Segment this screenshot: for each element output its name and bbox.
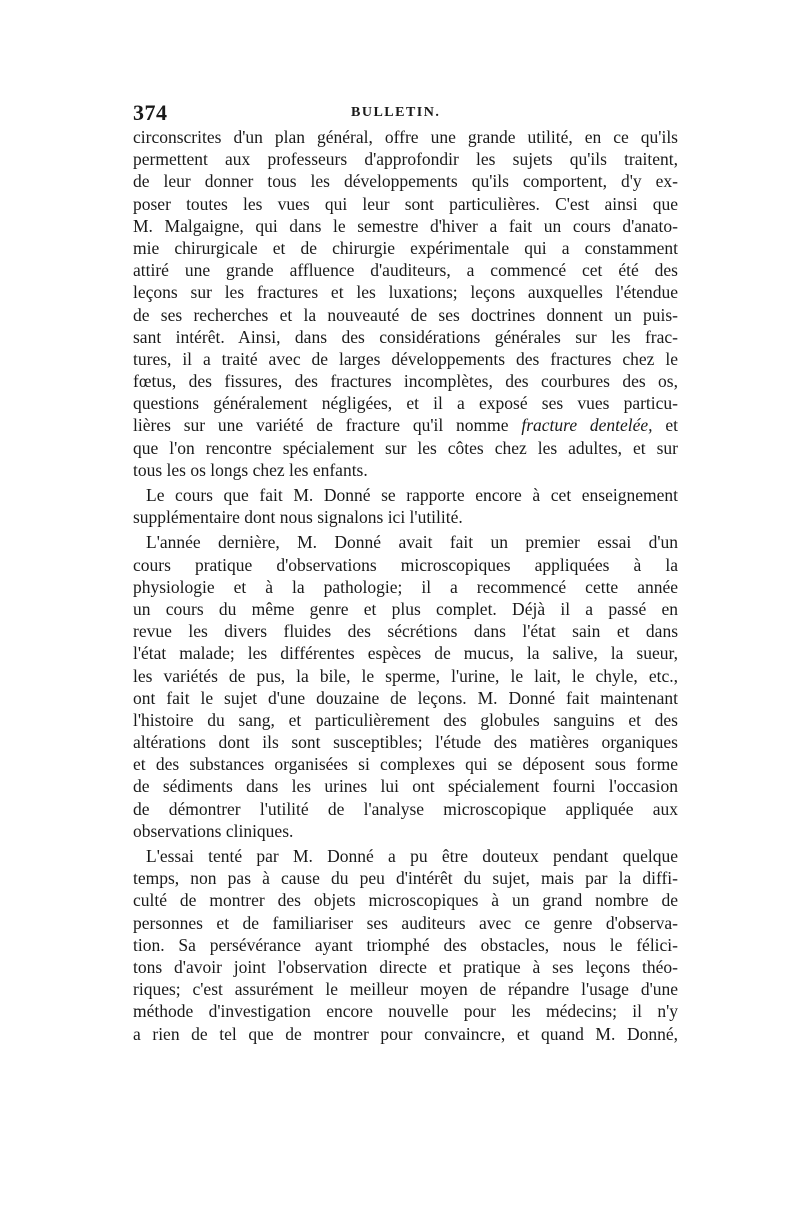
text-line: et des substances organisées si complexes qui se déposent sous forme — [133, 754, 678, 775]
text-line: riques; c'est assurément le meilleur moyen de répandre l'usage d'une — [133, 979, 678, 1000]
text-line: revue les divers fluides des sécrétions dans l'état sain et dans — [133, 621, 678, 642]
text-line: permettent aux professeurs d'approfondir les sujets qu'ils traitent, — [133, 149, 678, 170]
text-line: ont fait le sujet d'une douzaine de leçons. M. Donné fait maintenant — [133, 687, 678, 708]
text-fragment: et — [665, 415, 679, 436]
paragraph — [133, 126, 678, 481]
text-line-mixed — [133, 414, 678, 436]
text-line: circonscrites d'un plan général, offre une grande utilité, en ce qu'ils — [133, 127, 678, 147]
text-line: attiré une grande affluence d'auditeurs, a commencé cet été des — [133, 260, 678, 281]
text-line: tous les os longs chez les enfants. — [133, 459, 368, 480]
text-line: de sédiments dans les urines lui ont spécialement fourni l'occasion — [133, 776, 678, 797]
text-line: supplémentaire dont nous signalons ici l'utilité. — [133, 507, 463, 528]
text-line: poser toutes les vues qui leur sont particulières. C'est ainsi que — [133, 193, 678, 214]
text-line: l'état malade; les différentes espèces de mucus, la salive, la sueur, — [133, 643, 678, 664]
italic-term: fracture dentelée, — [521, 415, 653, 436]
text-line: personnes et de familiariser ses auditeurs avec ce genre d'observa- — [133, 912, 678, 933]
text-line: sant intérêt. Ainsi, dans des considérations générales sur les frac- — [133, 326, 678, 347]
text-line: cours pratique d'observations microscopiques appliquées à la — [133, 554, 678, 575]
text-line: de démontrer l'utilité de l'analyse microscopique appliquée aux — [133, 798, 678, 819]
text-line: physiologie et à la pathologie; il a recommencé cette année — [133, 576, 678, 597]
body-text — [133, 126, 678, 1045]
paragraph — [133, 531, 678, 842]
text-line: de leur donner tous les développements qu'ils comportent, d'y ex- — [133, 171, 678, 192]
page-number: 374 — [133, 100, 168, 125]
text-line: observations cliniques. — [133, 820, 294, 841]
text-line: M. Malgaigne, qui dans le semestre d'hiver a fait un cours d'anato- — [133, 215, 678, 236]
text-line: mie chirurgicale et de chirurgie expérimentale qui a constamment — [133, 237, 678, 258]
text-fragment: lières sur une variété de fracture qu'il nomme — [133, 415, 509, 436]
text-line: les variétés de pus, la bile, le sperme, l'urine, le lait, le chyle, etc., — [133, 665, 678, 686]
running-head: BULLETIN. — [351, 105, 441, 120]
text-line: culté de montrer des objets microscopiques à un grand nombre de — [133, 890, 678, 911]
text-line: tons d'avoir joint l'observation directe et pratique à ses leçons théo- — [133, 956, 678, 977]
text-line: tion. Sa persévérance ayant triomphé des obstacles, nous le félici- — [133, 934, 678, 955]
text-line: altérations dont ils sont susceptibles; l'étude des matières organiques — [133, 732, 678, 753]
text-line: a rien de tel que de montrer pour convaincre, et quand M. Donné, — [133, 1023, 678, 1044]
text-line: L'essai tenté par M. Donné a pu être douteux pendant quelque — [146, 846, 678, 866]
text-line: L'année dernière, M. Donné avait fait un premier essai d'un — [146, 532, 678, 553]
text-line: un cours du même genre et plus complet. Déjà il a passé en — [133, 598, 678, 619]
text-line: tures, il a traité avec de larges développements des fractures chez le — [133, 348, 678, 369]
text-line: Le cours que fait M. Donné se rapporte encore à cet enseignement — [146, 485, 678, 505]
text-line: que l'on rencontre spécialement sur les côtes chez les adultes, et sur — [133, 437, 678, 458]
text-line: de ses recherches et la nouveauté de ses doctrines donnent un puis- — [133, 304, 678, 325]
text-line: fœtus, des fissures, des fractures incomplètes, des courbures des os, — [133, 371, 678, 392]
text-line: l'histoire du sang, et particulièrement des globules sanguins et des — [133, 709, 678, 730]
text-line: questions généralement négligées, et il a exposé ses vues particu- — [133, 393, 678, 414]
text-line: méthode d'investigation encore nouvelle pour les médecins; il n'y — [133, 1001, 678, 1022]
text-line: leçons sur les fractures et les luxations; leçons auxquelles l'étendue — [133, 282, 678, 303]
page-header — [133, 100, 678, 126]
paragraph — [133, 484, 678, 528]
paragraph — [133, 845, 678, 1045]
text-line: temps, non pas à cause du peu d'intérêt du sujet, mais par la diffi- — [133, 868, 678, 889]
